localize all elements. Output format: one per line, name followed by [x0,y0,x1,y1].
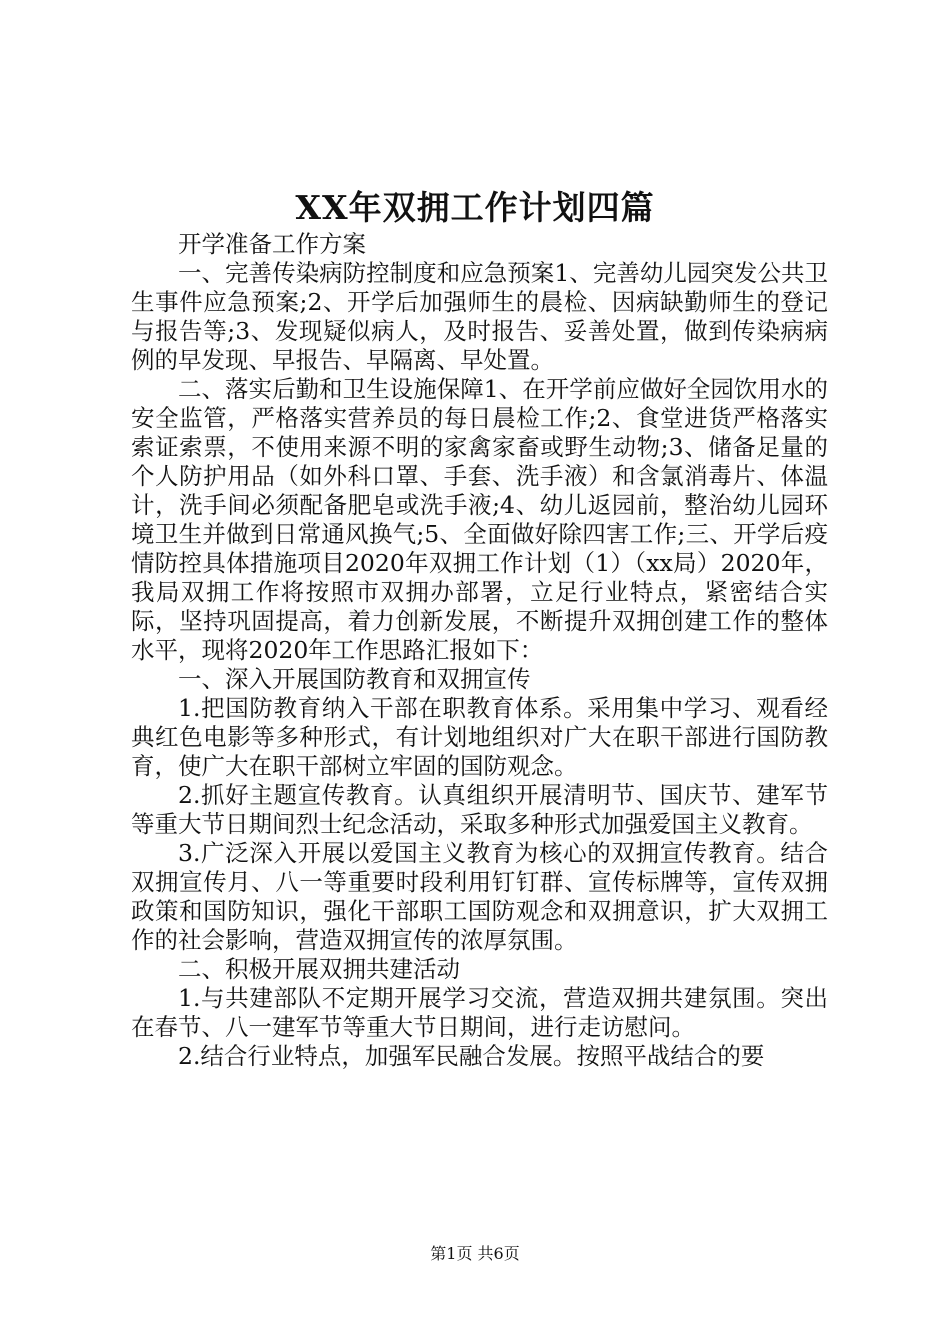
page-footer: 第1页 共6页 [430,1244,520,1263]
document-body [131,230,828,1071]
paragraph-item-2: 2.抓好主题宣传教育。认真组织开展清明节、国庆节、建军节等重大节日期间烈士纪念活动，采取多种形式加强爱国主义教育。 [131,781,828,838]
paragraph-item-3: 3.广泛深入开展以爱国主义教育为核心的双拥宣传教育。结合双拥宣传月、八一等重要时段利用钉钉群、宣传标牌等，宣传双拥政策和国防知识，强化干部职工国防观念和双拥意识，扩大双拥工作的社会影响，营造双拥宣传的浓厚氛围。 [131,839,828,954]
paragraph-heading-cobuild: 二、积极开展双拥共建活动 [178,955,460,983]
paragraph-cobuild-item-2: 2.结合行业特点，加强军民融合发展。按照平战结合的要 [178,1042,765,1070]
paragraph-cobuild-item-1: 1.与共建部队不定期开展学习交流，营造双拥共建氛围。突出在春节、八一建军节等重大节日期间，进行走访慰问。 [131,984,828,1041]
paragraph-section-1: 一、完善传染病防控制度和应急预案1、完善幼儿园突发公共卫生事件应急预案;2、开学后加强师生的晨检、因病缺勤师生的登记与报告等;3、发现疑似病人，及时报告、妥善处置，做到传染病病例的早发现、早报告、早隔离、早处置。 [131,259,828,374]
paragraph-heading-plan: 开学准备工作方案 [178,230,366,258]
document-title: XX年双拥工作计划四篇 [295,188,655,227]
paragraph-heading-defense: 一、深入开展国防教育和双拥宣传 [178,665,531,693]
paragraph-item-1: 1.把国防教育纳入干部在职教育体系。采用集中学习、观看经典红色电影等多种形式，有计划地组织对广大在职干部进行国防教育，使广大在职干部树立牢固的国防观念。 [131,694,828,780]
paragraph-section-2: 二、落实后勤和卫生设施保障1、在开学前应做好全园饮用水的安全监管，严格落实营养员的每日晨检工作;2、食堂进货严格落实索证索票，不使用来源不明的家禽家畜或野生动物;3、储备足量的个人防护用品（如外科口罩、手套、洗手液）和含氯消毒片、体温计，洗手间必须配备肥皂或洗手液;4、幼儿返园前，整治幼儿园环境卫生并做到日常通风换气;5、全面做好除四害工作;三、开学后疫情防控具体措施项目2020年双拥工作计划（1）（xx局）2020年，我局双拥工作将按照市双拥办部署，立足行业特点，紧密结合实际，坚持巩固提高，着力创新发展，不断提升双拥创建工作的整体水平，现将2020年工作思路汇报如下： [131,375,828,664]
